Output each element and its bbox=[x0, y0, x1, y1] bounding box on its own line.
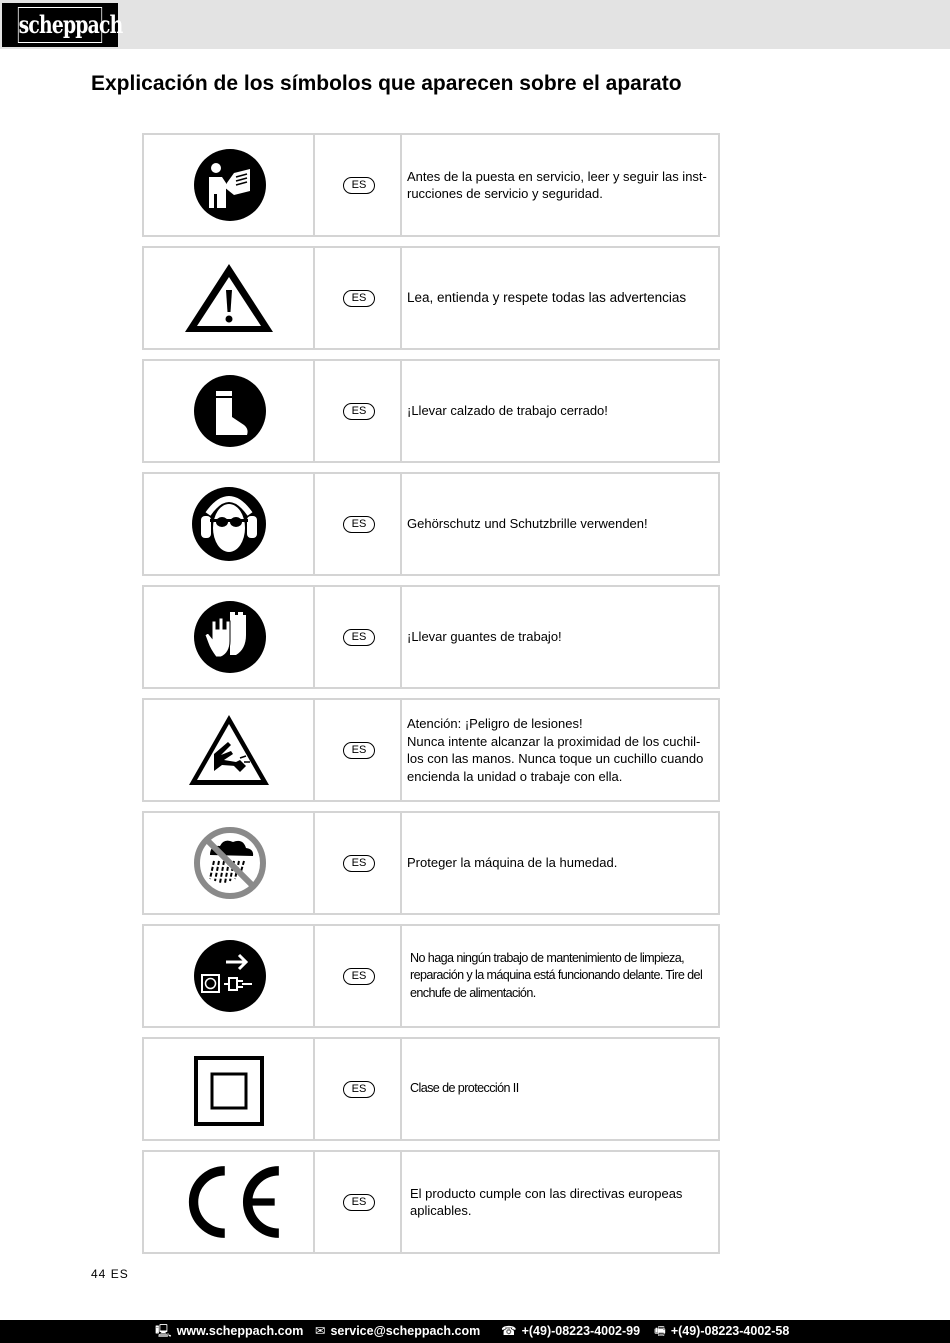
symbol-description: Clase de protección II bbox=[410, 1081, 519, 1096]
brand-logo bbox=[2, 3, 123, 47]
symbol-row bbox=[142, 246, 720, 350]
unplug-icon bbox=[184, 938, 274, 1014]
symbol-row bbox=[142, 1150, 720, 1254]
language-badge: ES bbox=[343, 742, 375, 759]
phone-icon: ☎ bbox=[501, 1324, 517, 1338]
header-bar bbox=[0, 0, 950, 49]
symbol-description: No haga ningún trabajo de mantenimiento de limpieza, reparación y la máquina está funcionando delante. Tire del enchufe de alimentación. bbox=[410, 950, 703, 1000]
safety-boot-icon bbox=[184, 373, 274, 449]
logo-text: scheppach bbox=[18, 7, 102, 43]
symbol-description: El producto cumple con las directivas europeas aplicables. bbox=[410, 1185, 683, 1218]
language-badge: ES bbox=[343, 629, 375, 646]
warning-triangle-icon bbox=[184, 260, 274, 336]
symbol-description: Gehörschutz und Schutzbrille verwenden! bbox=[407, 516, 648, 532]
page-language: ES bbox=[110, 1267, 129, 1281]
language-badge: ES bbox=[343, 1081, 375, 1098]
language-badge: ES bbox=[343, 855, 375, 872]
no-rain-icon bbox=[184, 825, 274, 901]
ce-mark-icon bbox=[179, 1162, 283, 1242]
page-title: Explicación de los símbolos que aparecen sobre el aparato bbox=[91, 72, 682, 95]
symbol-row bbox=[142, 1037, 720, 1141]
symbol-description: Proteger la máquina de la humedad. bbox=[407, 855, 618, 871]
language-badge: ES bbox=[343, 1194, 375, 1211]
symbol-description: ¡Llevar guantes de trabajo! bbox=[407, 629, 562, 645]
language-badge: ES bbox=[343, 177, 375, 194]
email-icon: ✉ bbox=[315, 1324, 326, 1338]
symbol-description: Atención: ¡Peligro de lesiones! Nunca intente alcanzar la proximidad de los cuchil- los con las manos. Nunca toque un cuchillo cuando encienda la unidad o trabaje con ella. bbox=[407, 716, 704, 784]
symbol-row bbox=[142, 359, 720, 463]
language-badge: ES bbox=[343, 290, 375, 307]
symbol-description: Lea, entienda y respete todas las advertencias bbox=[407, 290, 687, 306]
page-number bbox=[91, 1267, 129, 1281]
language-badge: ES bbox=[343, 968, 375, 985]
symbol-description: Antes de la puesta en servicio, leer y seguir las inst- rucciones de servicio y seguridad. bbox=[407, 168, 707, 201]
symbol-row bbox=[142, 472, 720, 576]
symbol-row bbox=[142, 924, 720, 1028]
hand-blade-warning-icon bbox=[184, 712, 274, 788]
fax-icon: 🖷 bbox=[654, 1324, 666, 1338]
computer-icon: 🖳 bbox=[155, 1324, 172, 1338]
language-badge: ES bbox=[343, 516, 375, 533]
ear-eye-protection-icon bbox=[184, 480, 274, 568]
page-number-value: 44 bbox=[91, 1267, 107, 1281]
footer-fax: +(49)-08223-4002-58 bbox=[670, 1324, 790, 1338]
protection-class-ii-icon bbox=[184, 1047, 274, 1131]
footer-bar bbox=[0, 1320, 950, 1343]
symbol-row bbox=[142, 585, 720, 689]
language-badge: ES bbox=[343, 403, 375, 420]
footer-website[interactable]: www.scheppach.com bbox=[176, 1324, 304, 1338]
symbol-description: ¡Llevar calzado de trabajo cerrado! bbox=[407, 403, 608, 419]
symbol-row bbox=[142, 133, 720, 237]
read-manual-icon bbox=[184, 147, 274, 223]
footer-email[interactable]: service@scheppach.com bbox=[330, 1324, 481, 1338]
symbol-row bbox=[142, 811, 720, 915]
symbol-row bbox=[142, 698, 720, 802]
footer-phone: +(49)-08223-4002-99 bbox=[521, 1324, 641, 1338]
gloves-icon bbox=[184, 599, 274, 675]
